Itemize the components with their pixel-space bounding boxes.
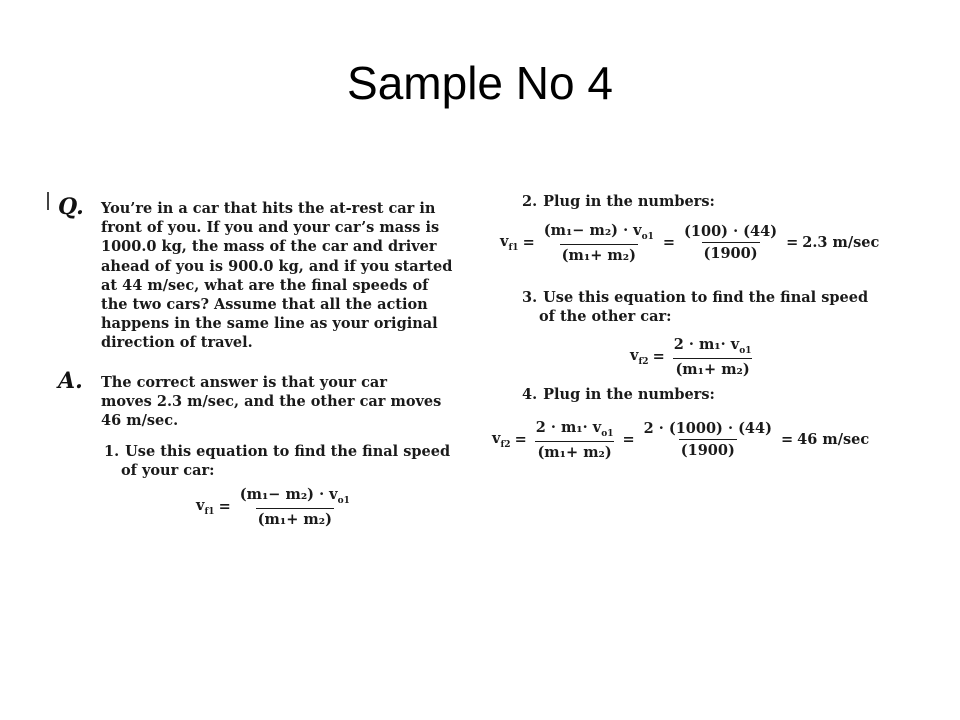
answer-text: [101, 373, 441, 431]
step-4: [522, 385, 715, 404]
fraction: [672, 336, 754, 378]
answer-letter: A.: [58, 368, 83, 394]
slide-title: Sample No 4: [347, 57, 613, 109]
step-2: [522, 192, 715, 211]
denominator: (m₁+ m₂): [560, 244, 638, 264]
step-text: Plug in the numbers:: [543, 193, 715, 210]
numerator: $2 \cdot m_1\cdot v_{o1}$: [673, 336, 752, 356]
equation-result: 46 m/sec: [797, 431, 870, 449]
numerator: 2 · (1000) · (44): [643, 420, 772, 438]
numerator: $2 \cdot m_1\cdot v_{o1}$: [535, 419, 614, 439]
step-text: Plug in the numbers:: [543, 386, 715, 403]
equation-4: $v_{f2}$ = $\frac{2 \cdot m_1\cdot v_{o1}}{\text{(m₁+ m₂)}}$ = $\frac{2 \cdot (1000) \cdot (44)}{(1900)}$ = 46 m/sec: [492, 419, 870, 461]
answer-line: 46 m/sec.: [101, 412, 179, 430]
numerator: (100) · (44): [684, 223, 778, 241]
equation-lhs: $v_{f1}$: [196, 497, 215, 517]
equation-lhs: $v_{f2}$: [492, 430, 511, 450]
question-line: ahead of you is 900.0 kg, and if you started: [101, 257, 453, 275]
question-line: happens in the same line as your original: [101, 315, 438, 333]
fraction: [534, 419, 616, 461]
step-number: 3.: [522, 289, 538, 306]
numerator: $(m_1- m_2) \cdot v_{o1}$: [239, 486, 350, 506]
denominator: (m₁+ m₂): [535, 441, 613, 461]
question-text: [101, 199, 452, 353]
edge-mark: [47, 192, 49, 210]
question-line: the two cars? Assume that all the action: [101, 296, 428, 314]
denominator: (m₁+ m₂): [673, 358, 751, 378]
question-line: 1000.0 kg, the mass of the car and driver: [101, 238, 437, 256]
equation-1: $v_{f1}$ = $\frac{(m_1- m_2) \cdot v_{o1}}{\text{(m₁+ m₂)}}$: [196, 486, 350, 528]
question-line: You’re in a car that hits the at-rest car in: [101, 200, 436, 217]
step-number: 1.: [104, 443, 120, 460]
step-number: 4.: [522, 386, 538, 403]
numerator: $(m_1- m_2) \cdot v_{o1}$: [543, 222, 654, 242]
step-number: 2.: [522, 193, 538, 210]
step-text: of the other car:: [539, 308, 672, 325]
step-1: [104, 442, 450, 480]
fraction: [642, 420, 774, 459]
fraction: [542, 222, 656, 264]
question-line: at 44 m/sec, what are the final speeds of: [101, 276, 429, 294]
equation-2: $v_{f1}$ = $\frac{(m_1- m_2) \cdot v_{o1}}{\text{(m₁+ m₂)}}$ = $\frac{(100) \cdot (44)}{(1900)}$ = 2.3 m/sec: [500, 222, 880, 264]
equation-3: $v_{f2}$ = $\frac{2 \cdot m_1\cdot v_{o1}}{\text{(m₁+ m₂)}}$: [630, 336, 752, 378]
question-letter: Q.: [58, 194, 84, 220]
question-line: front of you. If you and your car’s mass is: [101, 219, 440, 237]
denominator: (1900): [679, 439, 737, 459]
step-3: [522, 288, 868, 326]
answer-line: moves 2.3 m/sec, and the other car moves: [101, 393, 442, 411]
question-line: direction of travel.: [101, 334, 253, 352]
fraction: [682, 223, 779, 262]
step-text: Use this equation to find the final speed: [125, 443, 451, 460]
step-text: of your car:: [121, 462, 215, 479]
fraction: [238, 486, 352, 528]
equation-result: 2.3 m/sec: [802, 234, 880, 252]
equation-lhs: $v_{f2}$: [630, 347, 649, 367]
step-text: Use this equation to find the final speed: [543, 289, 869, 306]
equation-lhs: $v_{f1}$: [500, 233, 519, 253]
denominator: (1900): [702, 242, 760, 262]
answer-line: The correct answer is that your car: [101, 374, 387, 391]
denominator: (m₁+ m₂): [256, 508, 334, 528]
